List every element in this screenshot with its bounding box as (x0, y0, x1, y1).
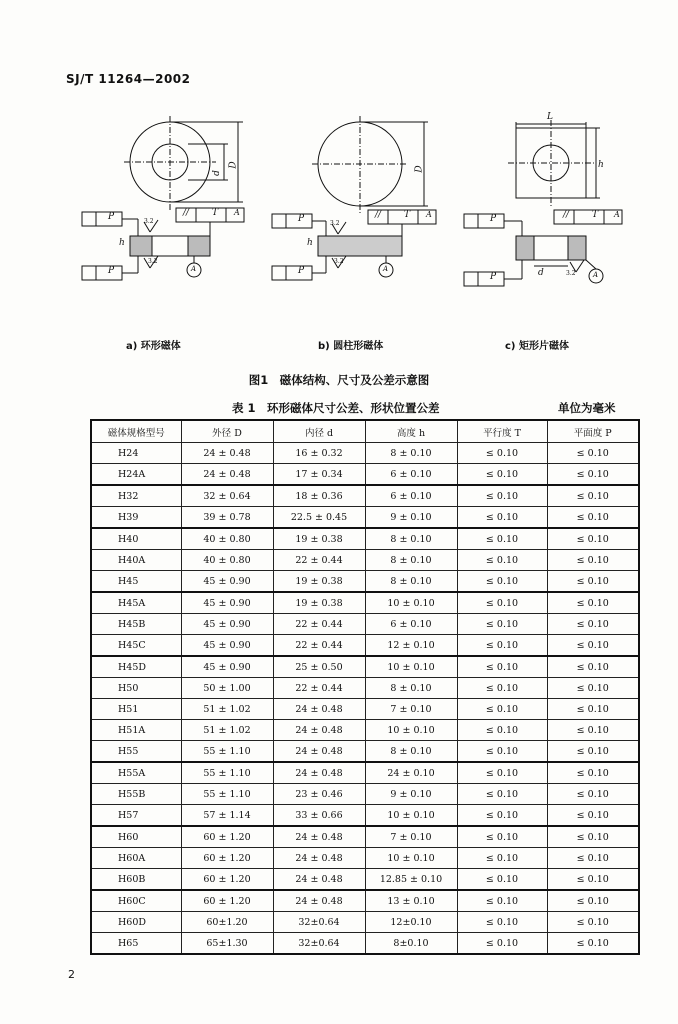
cell-inner-diameter: 24 ± 0.48 (273, 720, 365, 741)
table-body (91, 443, 639, 955)
cell-outer-diameter: 60 ± 1.20 (181, 848, 273, 869)
fig-a-roughness-bottom: 3.2 (148, 258, 158, 265)
cell-parallelism: ≤ 0.10 (457, 507, 547, 529)
cell-model: H40 (91, 528, 181, 550)
cell-outer-diameter: 55 ± 1.10 (181, 741, 273, 763)
cell-height: 12.85 ± 0.10 (365, 869, 457, 891)
cell-parallelism: ≤ 0.10 (457, 592, 547, 614)
cell-model: H45D (91, 656, 181, 678)
fig-a-roughness-top: 3.2 (144, 218, 154, 225)
table-row (91, 720, 639, 741)
table-row (91, 869, 639, 891)
cell-parallelism: ≤ 0.10 (457, 464, 547, 486)
cell-outer-diameter: 24 ± 0.48 (181, 443, 273, 464)
cell-outer-diameter: 24 ± 0.48 (181, 464, 273, 486)
table-row (91, 550, 639, 571)
fig-c-tol-t: T (592, 210, 599, 220)
cell-inner-diameter: 24 ± 0.48 (273, 890, 365, 912)
cell-height: 8 ± 0.10 (365, 571, 457, 593)
col-header-outer-diameter: 外径 D (181, 420, 273, 443)
cell-height: 6 ± 0.10 (365, 614, 457, 635)
fig-b-parallel-symbol: // (375, 210, 382, 220)
cell-model: H24 (91, 443, 181, 464)
table-row (91, 741, 639, 763)
cell-inner-diameter: 24 ± 0.48 (273, 848, 365, 869)
cell-flatness: ≤ 0.10 (547, 805, 639, 827)
fig-b-roughness-bottom: 3.2 (334, 258, 344, 265)
table-row (91, 826, 639, 848)
fig-a-tol-p-top: P (108, 212, 115, 222)
fig-c-tol-p-top: P (490, 214, 497, 224)
cell-flatness: ≤ 0.10 (547, 720, 639, 741)
cell-outer-diameter: 55 ± 1.10 (181, 784, 273, 805)
cell-parallelism: ≤ 0.10 (457, 912, 547, 933)
cell-inner-diameter: 23 ± 0.46 (273, 784, 365, 805)
cell-height: 24 ± 0.10 (365, 762, 457, 784)
fig-b-tol-p-top: P (298, 214, 305, 224)
fig-c-dim-h-side: h (598, 160, 604, 170)
cell-outer-diameter: 60 ± 1.20 (181, 890, 273, 912)
cell-inner-diameter: 22 ± 0.44 (273, 635, 365, 657)
table-row (91, 805, 639, 827)
fig-c-dim-L: L (547, 112, 553, 122)
cell-parallelism: ≤ 0.10 (457, 890, 547, 912)
cell-height: 10 ± 0.10 (365, 592, 457, 614)
cell-parallelism: ≤ 0.10 (457, 784, 547, 805)
fig-b-dim-h: h (307, 238, 313, 248)
table-row (91, 912, 639, 933)
figure-c-rectangular-magnet (460, 110, 640, 290)
cell-height: 6 ± 0.10 (365, 485, 457, 507)
cell-outer-diameter: 60±1.20 (181, 912, 273, 933)
table-row (91, 848, 639, 869)
cell-parallelism: ≤ 0.10 (457, 848, 547, 869)
cell-height: 8 ± 0.10 (365, 741, 457, 763)
cell-height: 9 ± 0.10 (365, 784, 457, 805)
cell-model: H24A (91, 464, 181, 486)
cell-parallelism: ≤ 0.10 (457, 656, 547, 678)
cell-inner-diameter: 32±0.64 (273, 912, 365, 933)
cell-inner-diameter: 24 ± 0.48 (273, 699, 365, 720)
cell-model: H60C (91, 890, 181, 912)
table-title: 表 1 环形磁体尺寸公差、形状位置公差 (232, 401, 440, 415)
cell-outer-diameter: 55 ± 1.10 (181, 762, 273, 784)
cell-model: H45 (91, 571, 181, 593)
cell-inner-diameter: 25 ± 0.50 (273, 656, 365, 678)
cell-height: 12±0.10 (365, 912, 457, 933)
cell-flatness: ≤ 0.10 (547, 528, 639, 550)
cell-model: H55 (91, 741, 181, 763)
cell-model: H51 (91, 699, 181, 720)
cell-model: H55A (91, 762, 181, 784)
spec-table (90, 419, 640, 955)
col-header-model: 磁体规格型号 (91, 420, 181, 443)
cell-height: 8 ± 0.10 (365, 528, 457, 550)
cell-inner-diameter: 19 ± 0.38 (273, 571, 365, 593)
fig-a-datum-ref: A (234, 208, 240, 217)
cell-parallelism: ≤ 0.10 (457, 720, 547, 741)
cell-model: H40A (91, 550, 181, 571)
cell-parallelism: ≤ 0.10 (457, 571, 547, 593)
cell-model: H60A (91, 848, 181, 869)
cell-inner-diameter: 24 ± 0.48 (273, 826, 365, 848)
cell-inner-diameter: 18 ± 0.36 (273, 485, 365, 507)
cell-height: 10 ± 0.10 (365, 805, 457, 827)
cell-parallelism: ≤ 0.10 (457, 614, 547, 635)
cell-model: H57 (91, 805, 181, 827)
cell-parallelism: ≤ 0.10 (457, 826, 547, 848)
cell-outer-diameter: 51 ± 1.02 (181, 720, 273, 741)
cell-parallelism: ≤ 0.10 (457, 550, 547, 571)
cell-outer-diameter: 51 ± 1.02 (181, 699, 273, 720)
col-header-height: 高度 h (365, 420, 457, 443)
fig-a-tol-t: T (212, 208, 219, 218)
cell-outer-diameter: 45 ± 0.90 (181, 635, 273, 657)
table-row (91, 890, 639, 912)
table-header-row (91, 420, 639, 443)
cell-height: 9 ± 0.10 (365, 507, 457, 529)
cell-height: 7 ± 0.10 (365, 699, 457, 720)
cell-inner-diameter: 16 ± 0.32 (273, 443, 365, 464)
cell-height: 10 ± 0.10 (365, 720, 457, 741)
cell-outer-diameter: 40 ± 0.80 (181, 550, 273, 571)
figure-label-a: a) 环形磁体 (126, 341, 181, 352)
cell-outer-diameter: 32 ± 0.64 (181, 485, 273, 507)
table-row (91, 635, 639, 657)
table-row (91, 656, 639, 678)
cell-outer-diameter: 39 ± 0.78 (181, 507, 273, 529)
fig-a-tol-p-bottom: P (108, 266, 115, 276)
cell-flatness: ≤ 0.10 (547, 826, 639, 848)
cell-inner-diameter: 22 ± 0.44 (273, 614, 365, 635)
cell-outer-diameter: 45 ± 0.90 (181, 614, 273, 635)
cell-height: 8 ± 0.10 (365, 678, 457, 699)
page-number: 2 (68, 968, 75, 981)
cell-flatness: ≤ 0.10 (547, 614, 639, 635)
table-row (91, 784, 639, 805)
fig-c-roughness: 3.2 (566, 270, 576, 277)
table-row (91, 507, 639, 529)
cell-height: 8 ± 0.10 (365, 443, 457, 464)
cell-model: H60 (91, 826, 181, 848)
fig-a-dim-D: D (228, 161, 239, 169)
table-row (91, 528, 639, 550)
cell-outer-diameter: 45 ± 0.90 (181, 656, 273, 678)
table-row (91, 933, 639, 955)
cell-inner-diameter: 19 ± 0.38 (273, 592, 365, 614)
cell-outer-diameter: 50 ± 1.00 (181, 678, 273, 699)
cell-inner-diameter: 24 ± 0.48 (273, 762, 365, 784)
cell-model: H45C (91, 635, 181, 657)
table-row (91, 592, 639, 614)
fig-b-roughness-top: 3.2 (330, 220, 340, 227)
fig-c-datum-ref: A (614, 210, 620, 219)
cell-flatness: ≤ 0.10 (547, 912, 639, 933)
cell-parallelism: ≤ 0.10 (457, 805, 547, 827)
cell-model: H45A (91, 592, 181, 614)
figure-label-b: b) 圆柱形磁体 (318, 341, 384, 352)
cell-height: 6 ± 0.10 (365, 464, 457, 486)
table-unit: 单位为毫米 (558, 401, 616, 415)
fig-b-datum-a: A (383, 265, 389, 273)
cell-outer-diameter: 45 ± 0.90 (181, 592, 273, 614)
cell-outer-diameter: 45 ± 0.90 (181, 571, 273, 593)
cell-inner-diameter: 22 ± 0.44 (273, 678, 365, 699)
cell-flatness: ≤ 0.10 (547, 656, 639, 678)
cell-parallelism: ≤ 0.10 (457, 635, 547, 657)
cell-parallelism: ≤ 0.10 (457, 485, 547, 507)
table-row (91, 614, 639, 635)
cell-outer-diameter: 60 ± 1.20 (181, 869, 273, 891)
cell-flatness: ≤ 0.10 (547, 890, 639, 912)
cell-model: H60D (91, 912, 181, 933)
cell-outer-diameter: 40 ± 0.80 (181, 528, 273, 550)
fig-a-dim-d: d (211, 170, 222, 176)
figure-a-ring-magnet (78, 110, 258, 290)
cell-inner-diameter: 32±0.64 (273, 933, 365, 955)
cell-height: 13 ± 0.10 (365, 890, 457, 912)
col-header-parallelism: 平行度 T (457, 420, 547, 443)
fig-a-datum-a: A (191, 265, 197, 273)
cell-model: H32 (91, 485, 181, 507)
cell-height: 8±0.10 (365, 933, 457, 955)
fig-a-dim-h: h (119, 238, 125, 248)
cell-model: H60B (91, 869, 181, 891)
cell-flatness: ≤ 0.10 (547, 485, 639, 507)
fig-b-datum-ref: A (426, 210, 432, 219)
cell-flatness: ≤ 0.10 (547, 741, 639, 763)
cell-inner-diameter: 24 ± 0.48 (273, 741, 365, 763)
cell-flatness: ≤ 0.10 (547, 869, 639, 891)
cell-flatness: ≤ 0.10 (547, 507, 639, 529)
cell-parallelism: ≤ 0.10 (457, 443, 547, 464)
cell-flatness: ≤ 0.10 (547, 443, 639, 464)
cell-parallelism: ≤ 0.10 (457, 762, 547, 784)
cell-flatness: ≤ 0.10 (547, 592, 639, 614)
cell-model: H39 (91, 507, 181, 529)
figure-label-c: c) 矩形片磁体 (505, 341, 569, 352)
cell-inner-diameter: 33 ± 0.66 (273, 805, 365, 827)
cell-flatness: ≤ 0.10 (547, 464, 639, 486)
table-row (91, 678, 639, 699)
cell-height: 10 ± 0.10 (365, 848, 457, 869)
cell-parallelism: ≤ 0.10 (457, 678, 547, 699)
cell-model: H65 (91, 933, 181, 955)
fig-c-tol-p-bottom: P (490, 272, 497, 282)
cell-height: 12 ± 0.10 (365, 635, 457, 657)
cell-height: 8 ± 0.10 (365, 550, 457, 571)
standard-code: SJ/T 11264—2002 (66, 72, 191, 86)
cell-inner-diameter: 22 ± 0.44 (273, 550, 365, 571)
cell-flatness: ≤ 0.10 (547, 848, 639, 869)
fig-b-tol-t: T (404, 210, 411, 220)
figure-b-cylindrical-magnet (268, 110, 448, 290)
cell-outer-diameter: 65±1.30 (181, 933, 273, 955)
table-row (91, 443, 639, 464)
cell-height: 7 ± 0.10 (365, 826, 457, 848)
table-row (91, 464, 639, 486)
cell-inner-diameter: 17 ± 0.34 (273, 464, 365, 486)
cell-model: H50 (91, 678, 181, 699)
fig-c-parallel-symbol: // (563, 210, 570, 220)
cell-inner-diameter: 24 ± 0.48 (273, 869, 365, 891)
fig-b-tol-p-bottom: P (298, 266, 305, 276)
cell-flatness: ≤ 0.10 (547, 933, 639, 955)
fig-a-parallel-symbol: // (183, 208, 190, 218)
cell-model: H55B (91, 784, 181, 805)
cell-outer-diameter: 60 ± 1.20 (181, 826, 273, 848)
fig-b-dim-D: D (414, 165, 425, 173)
cell-flatness: ≤ 0.10 (547, 678, 639, 699)
table-row (91, 571, 639, 593)
cell-parallelism: ≤ 0.10 (457, 528, 547, 550)
cell-parallelism: ≤ 0.10 (457, 741, 547, 763)
figure-caption: 图1 磁体结构、尺寸及公差示意图 (248, 373, 430, 387)
col-header-inner-diameter: 内径 d (273, 420, 365, 443)
col-header-flatness: 平面度 P (547, 420, 639, 443)
table-row (91, 699, 639, 720)
cell-parallelism: ≤ 0.10 (457, 869, 547, 891)
cell-model: H45B (91, 614, 181, 635)
fig-c-dim-d: d (538, 268, 544, 278)
cell-flatness: ≤ 0.10 (547, 762, 639, 784)
cell-height: 10 ± 0.10 (365, 656, 457, 678)
cell-flatness: ≤ 0.10 (547, 635, 639, 657)
fig-c-datum-a: A (593, 271, 599, 279)
cell-outer-diameter: 57 ± 1.14 (181, 805, 273, 827)
table-row (91, 762, 639, 784)
figure-area (0, 110, 678, 310)
cell-flatness: ≤ 0.10 (547, 784, 639, 805)
table-row (91, 485, 639, 507)
cell-inner-diameter: 22.5 ± 0.45 (273, 507, 365, 529)
cell-flatness: ≤ 0.10 (547, 699, 639, 720)
table-header (91, 420, 639, 443)
cell-parallelism: ≤ 0.10 (457, 933, 547, 955)
cell-flatness: ≤ 0.10 (547, 550, 639, 571)
cell-model: H51A (91, 720, 181, 741)
cell-inner-diameter: 19 ± 0.38 (273, 528, 365, 550)
cell-parallelism: ≤ 0.10 (457, 699, 547, 720)
cell-flatness: ≤ 0.10 (547, 571, 639, 593)
